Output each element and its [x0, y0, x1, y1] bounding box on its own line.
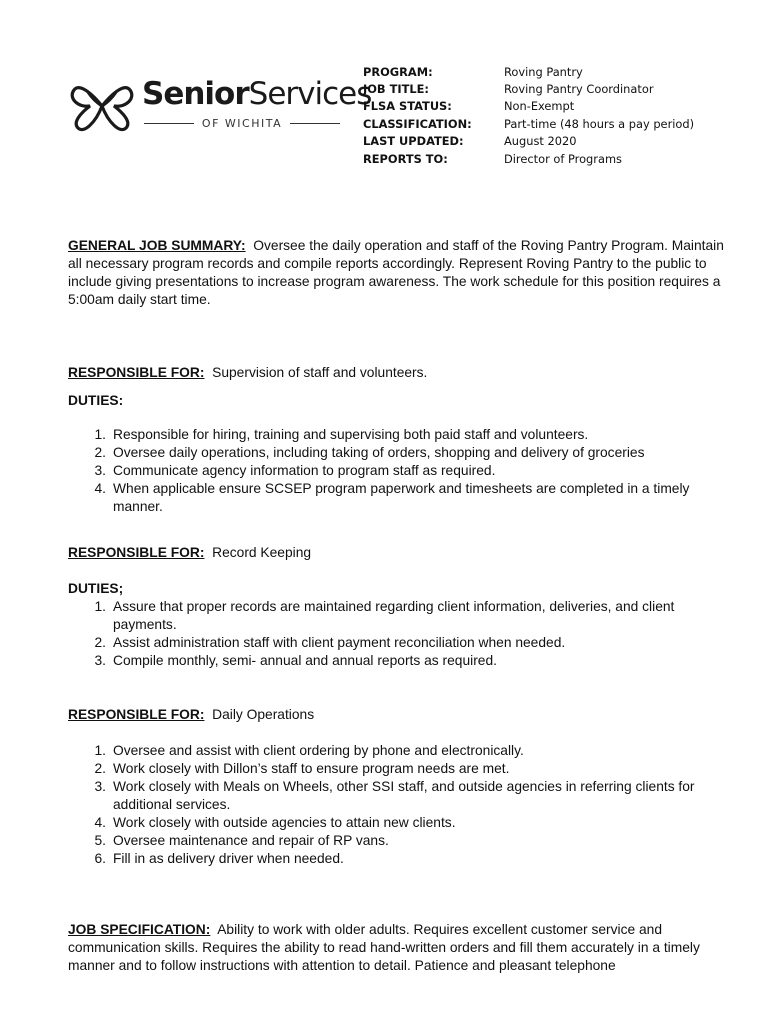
info-value: August 2020: [504, 134, 577, 149]
info-label: REPORTS TO:: [363, 151, 448, 166]
list-item: 2. Assist administration staff with client payment reconciliation when needed.: [94, 635, 566, 650]
list-item: 1. Oversee and assist with client ordering by phone and electronically.: [94, 743, 524, 758]
info-label: CLASSIFICATION:: [363, 116, 472, 131]
responsibility-line: [68, 364, 728, 382]
job-info-table: [363, 63, 694, 167]
info-label: JOB TITLE:: [363, 82, 429, 97]
section-heading: GENERAL JOB SUMMARY:: [68, 238, 246, 253]
info-label: LAST UPDATED:: [363, 134, 464, 149]
section-heading: RESPONSIBLE FOR:: [68, 545, 205, 560]
list-item: 1. Responsible for hiring, training and supervising both paid staff and volunteers.: [94, 427, 589, 442]
logo-wordmark: SeniorServices: [142, 76, 372, 112]
list-item: 3. Compile monthly, semi- annual and annual reports as required.: [94, 653, 497, 668]
responsibility-daily-operations: [68, 706, 728, 868]
list-item: 6. Fill in as delivery driver when needed.: [94, 851, 344, 866]
list-item: 4. When applicable ensure SCSEP program paperwork and timesheets are completed in a timely manner.: [94, 481, 690, 514]
info-row-last-updated: [363, 133, 694, 150]
logo-subtitle-text: OF WICHITA: [201, 116, 283, 130]
responsibility-supervision: [68, 364, 728, 516]
info-value: Roving Pantry Coordinator: [504, 82, 654, 97]
responsibility-line: [68, 544, 728, 562]
specification-text: Ability to work with older adults. Requires excellent customer service and communication skills. Requires the ability to read hand-written orders and fill them accurately in a timely manner and to follow instructions with attention to detail. Patience and pleasant telephone: [68, 922, 700, 973]
butterfly-logo-icon: [66, 78, 138, 134]
summary-text: Oversee the daily operation and staff of the Roving Pantry Program. Maintain all necessary program records and compile reports accordingly. Represent Roving Pantry to the public to include giving presentations to increase program awareness. The work schedule for this position requires a 5:00am daily start time.: [68, 238, 724, 307]
info-value: Director of Programs: [504, 151, 622, 166]
list-item: 1. Assure that proper records are maintained regarding client information, deliveries, and client payments.: [94, 599, 675, 632]
info-row-classification: [363, 115, 694, 132]
list-item: 5. Oversee maintenance and repair of RP vans.: [94, 833, 389, 848]
responsibility-subject: Record Keeping: [212, 545, 312, 560]
duties-heading: DUTIES:: [68, 393, 124, 408]
duties-list: [68, 426, 728, 516]
info-value: Part-time (48 hours a pay period): [504, 116, 695, 131]
info-value: Roving Pantry: [504, 64, 583, 79]
info-row-job-title: [363, 80, 694, 97]
info-row-reports-to: [363, 150, 694, 167]
responsibility-subject: Supervision of staff and volunteers.: [212, 365, 428, 380]
list-item: 2. Work closely with Dillon’s staff to ensure program needs are met.: [94, 761, 510, 776]
organization-logo: [66, 76, 372, 136]
responsibility-subject: Daily Operations: [212, 707, 315, 722]
duties-list: [68, 742, 728, 868]
duties-list: [68, 598, 728, 670]
section-heading: RESPONSIBLE FOR:: [68, 707, 205, 722]
section-heading: RESPONSIBLE FOR:: [68, 365, 205, 380]
responsibility-record-keeping: [68, 544, 728, 670]
info-value: Non-Exempt: [504, 99, 575, 114]
logo-rule-right: [290, 123, 340, 124]
list-item: 3. Work closely with Meals on Wheels, other SSI staff, and outside agencies in referring clients for additional services.: [94, 779, 695, 812]
section-heading: JOB SPECIFICATION:: [68, 922, 211, 937]
list-item: 3. Communicate agency information to program staff as required.: [94, 463, 496, 478]
info-row-program: [363, 63, 694, 80]
info-label: PROGRAM:: [363, 64, 433, 79]
info-row-flsa-status: [363, 98, 694, 115]
list-item: 4. Work closely with outside agencies to attain new clients.: [94, 815, 456, 830]
responsibility-line: [68, 706, 728, 724]
general-job-summary: [68, 237, 728, 309]
job-specification: [68, 921, 728, 975]
list-item: 2. Oversee daily operations, including taking of orders, shopping and delivery of groceries: [94, 445, 645, 460]
logo-subtitle: [144, 116, 340, 130]
logo-rule-left: [144, 123, 194, 124]
info-label: FLSA STATUS:: [363, 99, 452, 114]
duties-heading: DUTIES;: [68, 581, 124, 596]
